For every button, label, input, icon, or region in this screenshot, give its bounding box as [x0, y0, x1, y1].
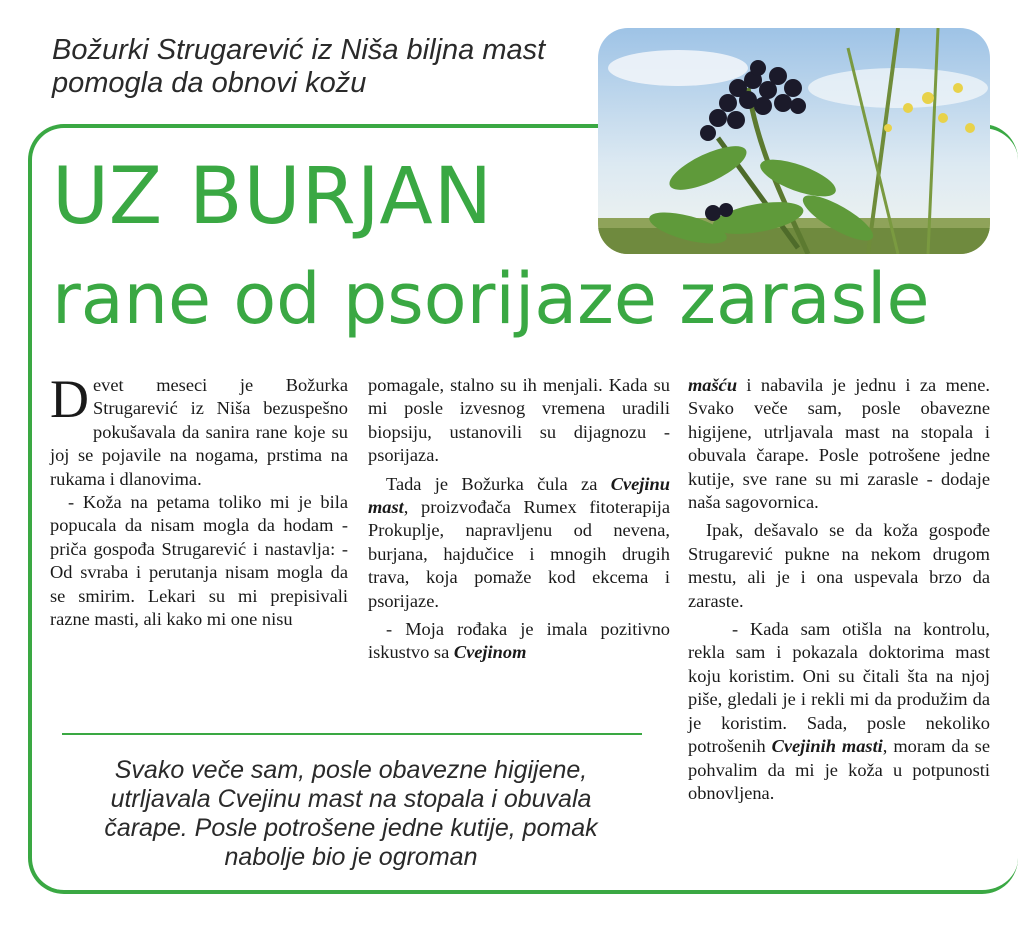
product-name: Cvejinom — [453, 642, 527, 663]
article-column-1 — [50, 369, 348, 631]
paragraph: - Moja rođaka je imala pozitivno iskustvo sa Cvejinom — [368, 619, 670, 663]
pull-quote: Svako veče sam, posle obavezne higijene, utrljavala Cvejinu mast na stopala i obuvala čarape. Posle potrošene jedne kutije, pomak nabolje bio je ogroman — [104, 756, 598, 871]
paragraph: evet meseci je Božurka Strugarević iz Niša bezuspešno pokušavala da sanira rane koje su joj se pojavile na nogama, prstima na rukama i dlanovima. — [50, 375, 348, 489]
elderberry-photo — [598, 28, 990, 254]
article-column-3 — [688, 374, 990, 805]
pull-quote-divider — [62, 733, 642, 735]
paragraph: Ipak, dešavalo se da koža gospođe Strugarević pukne na nekom drugom mestu, ali je i ona uspevala brzo da zaraste. — [688, 520, 990, 611]
product-name: Cvejinih masti — [771, 736, 883, 757]
article-kicker: Božurki Strugarević iz Niša biljna mast pomogla da obnovi kožu — [52, 34, 546, 99]
paragraph: - Kada sam otišla na kontrolu, rekla sam i pokazala doktorima mast koju koristim. Oni su čitali šta na njoj piše, gledali je i rekli mi da produžim da je koristim. Sada, posle nekoliko potrošenih Cvejinih masti, moram da se pohvalim da mi je koža u potpunosti obnovljena. — [688, 619, 990, 803]
headline-sub: rane od psorijaze zarasle — [52, 258, 930, 340]
headline-main: UZ BURJAN — [52, 152, 494, 242]
paragraph: mašću i nabavila je jednu i za mene. Svako veče sam, posle obavezne higijene, utrljavala mast na stopala i obuvala čarape. Posle potrošene jedne kutije, sve rane su mi zarasle - dodaje naša sagovornica. — [688, 375, 990, 513]
drop-cap: D — [50, 369, 89, 429]
product-name: Cvejinu mast — [368, 473, 670, 518]
product-name: mašću — [688, 375, 738, 395]
paragraph: Tada je Božurka čula za Cvejinu mast, proizvođača Rumex fitoterapija Prokuplje, napravljenu od nevena, burjana, hajdučice i mnogih drugih trava, koja pomaže kod ekcema i psorijaze. — [368, 473, 670, 611]
article-column-2 — [368, 374, 670, 665]
paragraph: - Koža na petama toliko mi je bila popucala da nisam mogla da hodam - priča gospođa Strugarević i nastavlja: - Od svraba i perutanja nisam mogla da se smirim. Lekari su mi prepisivali razne masti, ali kako mi one nisu — [50, 492, 348, 630]
paragraph: pomagale, stalno su ih menjali. Kada su mi posle izvesnog vremena uradili biopsiju, ustanovili su dijagnozu - psorijaza. — [368, 375, 670, 466]
